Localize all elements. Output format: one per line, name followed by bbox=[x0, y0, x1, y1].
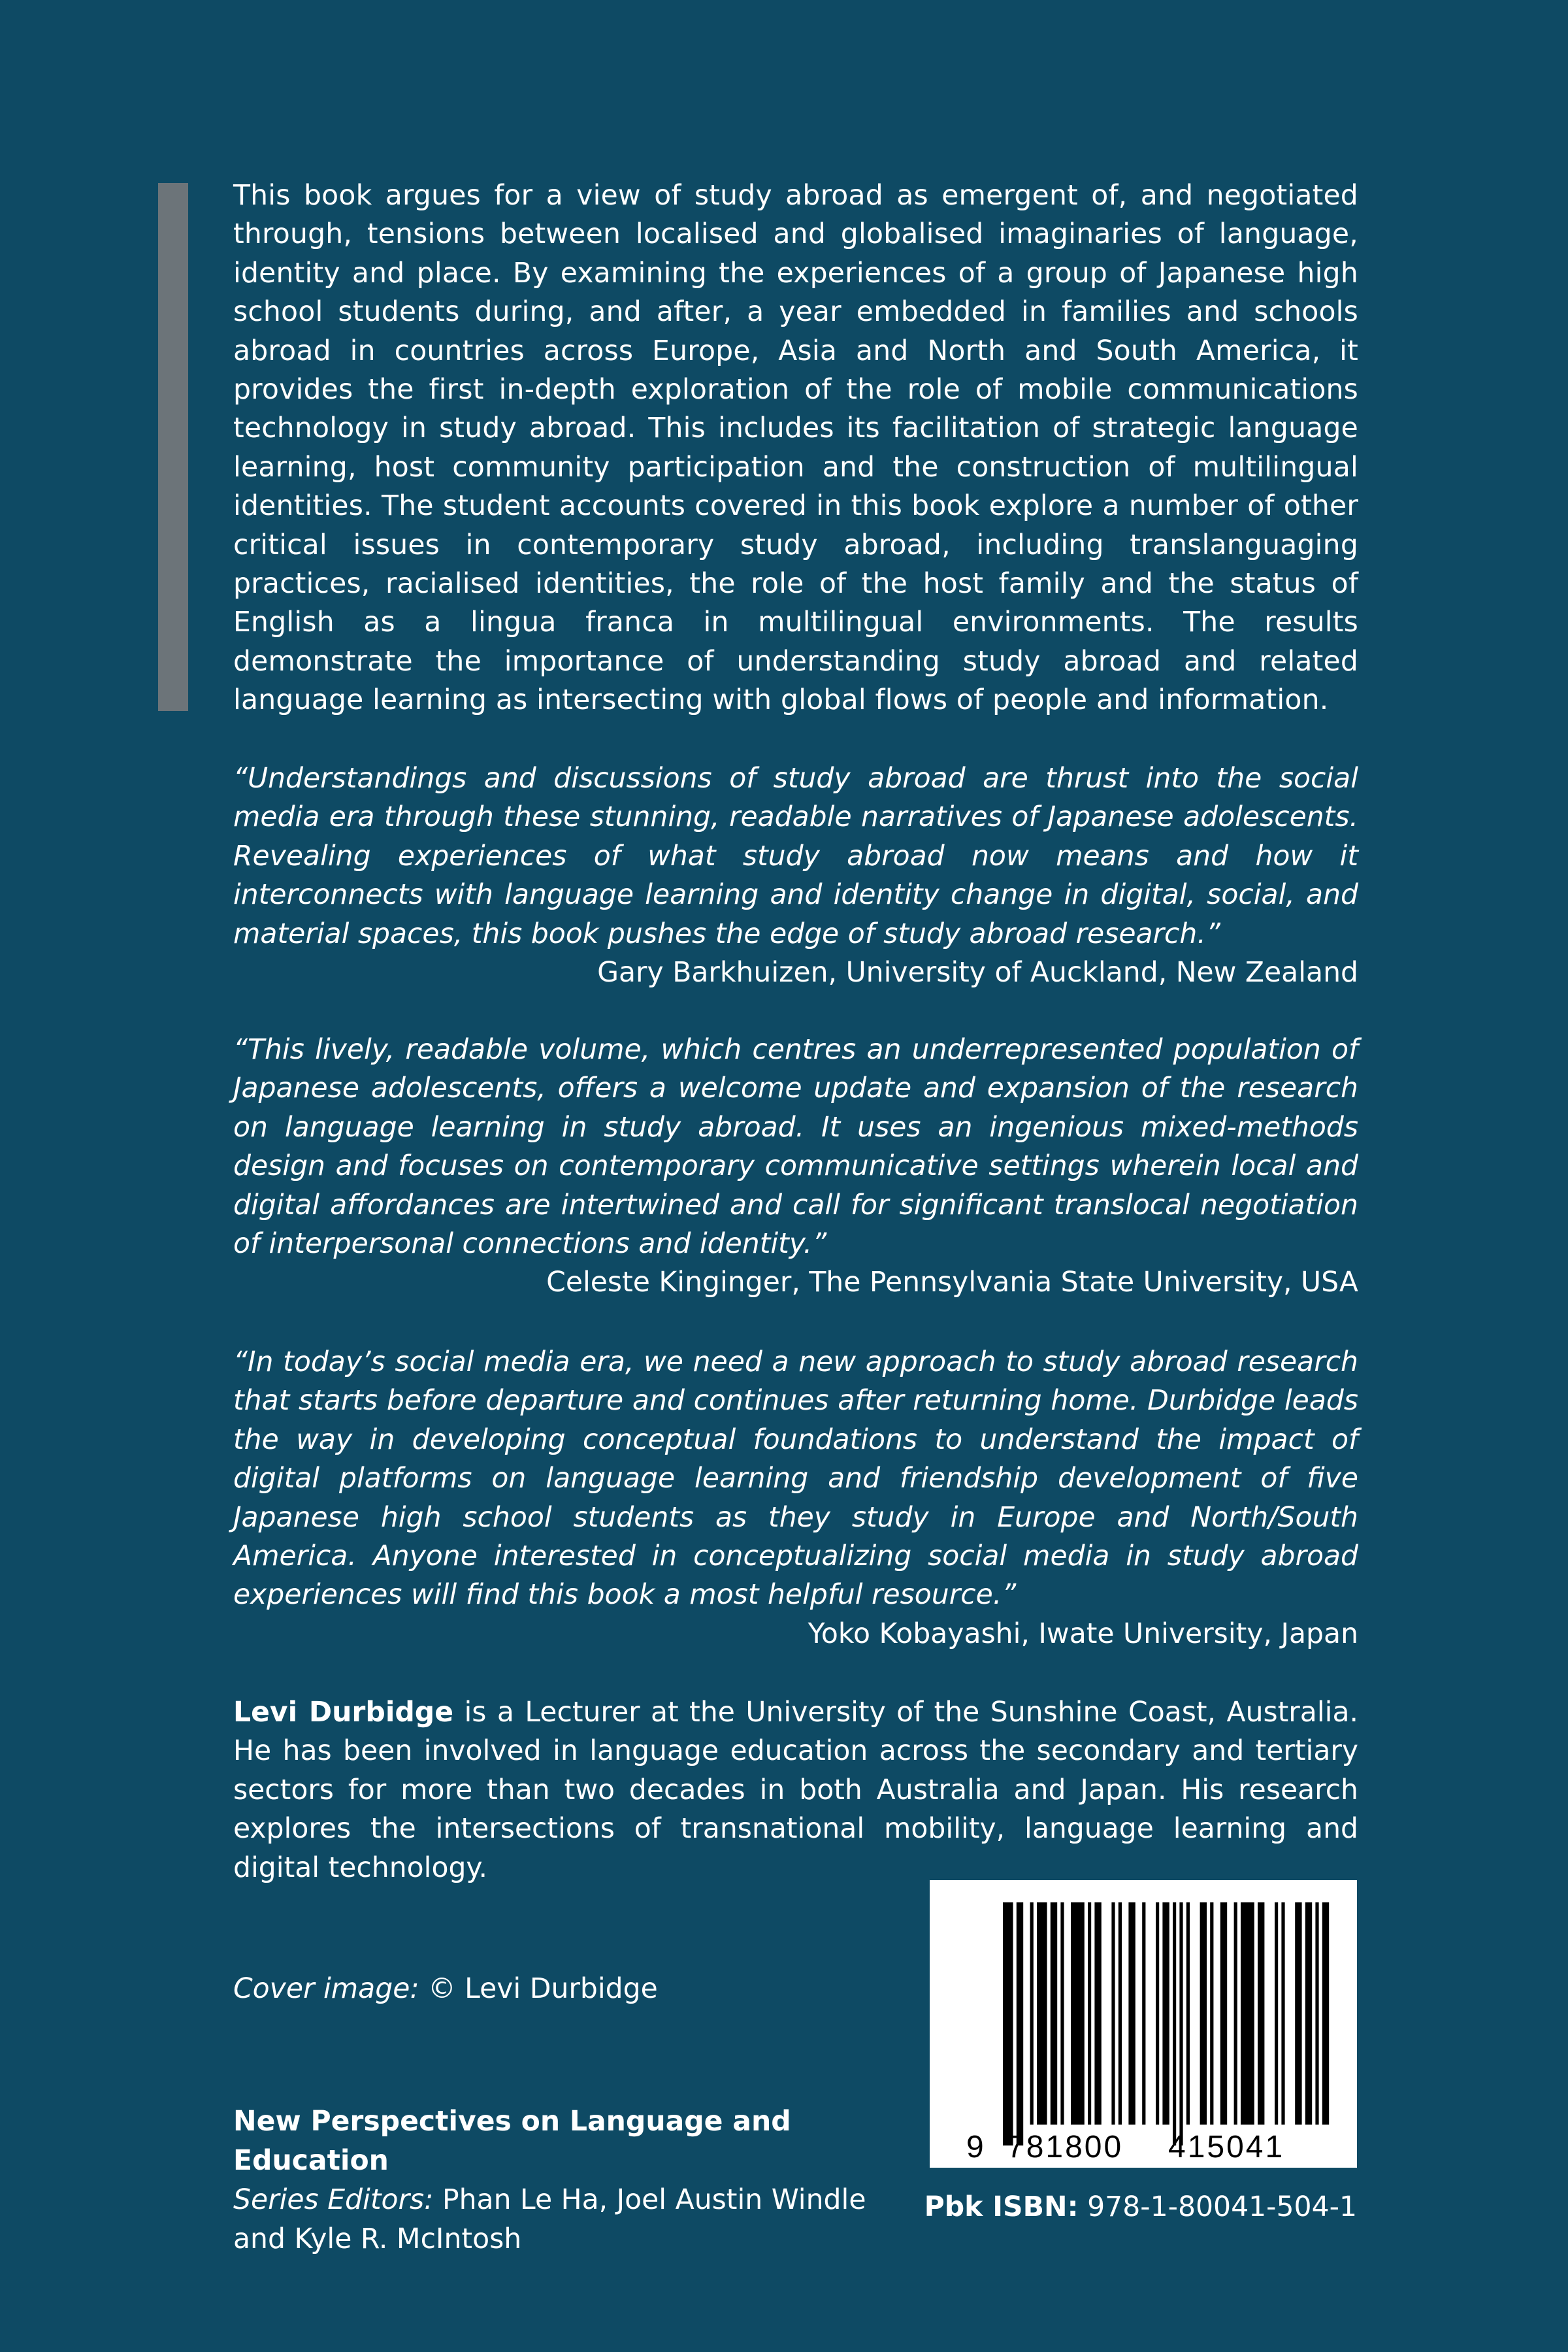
barcode-graphic bbox=[930, 1880, 1357, 2168]
barcode-bar bbox=[1322, 1902, 1329, 2125]
barcode-bar bbox=[1275, 1902, 1278, 2125]
barcode-bar bbox=[1241, 1902, 1254, 2125]
series-info bbox=[233, 2102, 887, 2259]
cover-credit-text: © Levi Durbidge bbox=[419, 1973, 658, 2005]
barcode-bars bbox=[1003, 1902, 1329, 2145]
author-bio bbox=[233, 1693, 1358, 1887]
barcode-bar bbox=[1179, 1902, 1183, 2145]
barcode-digits-right: 415041 bbox=[1168, 2130, 1285, 2164]
endorsement-quote: “Understandings and discussions of study abroad are thrust into the social media era through these stunning, readable narratives of Japanese adolescents. Revealing experiences of what study abroad now means and how it interconnects with language learning and identity change in digital, social, and material spaces, this book pushes the edge of study abroad research.” bbox=[233, 763, 1358, 950]
endorsement bbox=[233, 1031, 1358, 1302]
barcode-bar bbox=[1051, 1902, 1057, 2125]
endorsement-quote: “In today’s social media era, we need a new approach to study abroad research that starts before departure and continues after returning home. Durbidge leads the way in developing conceptual foundations to understand the impact of digital platforms on language learning and friendship development of five Japanese high school students as they study in Europe and North/South America. Anyone interested in conceptualizing social media in study abroad experiences will find this book a most helpful resource.” bbox=[233, 1346, 1358, 1612]
barcode-bar bbox=[1200, 1902, 1207, 2125]
cover-credit bbox=[233, 1970, 658, 2008]
barcode-bar bbox=[1173, 1902, 1176, 2145]
endorsement bbox=[233, 1343, 1358, 1653]
endorsement-quote: “This lively, readable volume, which centres an underrepresented population of Japanese adolescents, offers a welcome update and expansion of the research on language learning in study abroad. It uses an ingenious mixed-methods design and focuses on contemporary communicative settings wherein local and digital affordances are intertwined and call for significant translocal negotiation of interpersonal connections and identity.” bbox=[233, 1034, 1358, 1261]
barcode-bar bbox=[1030, 1902, 1034, 2125]
barcode-bar bbox=[1142, 1902, 1145, 2125]
barcode-bar bbox=[1003, 1902, 1013, 2145]
barcode-bar bbox=[1281, 1902, 1284, 2125]
endorsement-attribution: Celeste Kinginger, The Pennsylvania State University, USA bbox=[546, 1267, 1358, 1299]
barcode-bar bbox=[1128, 1902, 1135, 2125]
barcode-bar bbox=[1220, 1902, 1227, 2125]
cover-credit-label: Cover image: bbox=[233, 1973, 419, 2005]
series-editors: Phan Le Ha, Joel Austin Windle and Kyle R. McIntosh bbox=[233, 2184, 866, 2255]
series-title: New Perspectives on Language and Education bbox=[233, 2106, 791, 2177]
barcode-bar bbox=[1017, 1902, 1023, 2145]
barcode-bar bbox=[1305, 1902, 1312, 2125]
series-editors-label: Series Editors: bbox=[233, 2184, 434, 2216]
barcode-bar bbox=[1258, 1902, 1264, 2125]
barcode-bar bbox=[1060, 1902, 1064, 2125]
barcode-bar bbox=[1210, 1902, 1213, 2125]
barcode-bar bbox=[1162, 1902, 1169, 2125]
barcode-bar bbox=[1315, 1902, 1318, 2125]
author-bio-text: is a Lecturer at the University of the Sunshine Coast, Australia. He has been involved in language education across the secondary and tertiary sectors for more than two decades in both Australia and Japan. His research explores the intersections of transnational mobility, language learning and digital technology. bbox=[233, 1697, 1358, 1884]
book-blurb: This book argues for a view of study abroad as emergent of, and negotiated through, tensions between localised and globalised imaginaries of language, identity and place. By examining the experiences of a group of Japanese high school students during, and after, a year embedded in families and schools abroad in countries across Europe, Asia and North and South America, it provides the first in-depth exploration of the role of mobile communications technology in study abroad. This includes its facilitation of strategic language learning, host community participation and the construction of multilingual identities. The student accounts covered in this book explore a number of other critical issues in contemporary study abroad, including translanguaging practices, racialised identities, the role of the host family and the status of English as a lingua franca in multilingual environments. The results demonstrate the importance of understanding study abroad and related language learning as intersecting with global flows of people and information. bbox=[233, 180, 1358, 717]
barcode-bar bbox=[1234, 1902, 1237, 2125]
endorsement bbox=[233, 759, 1358, 992]
isbn-line bbox=[924, 2188, 1357, 2227]
barcode-bar bbox=[1295, 1902, 1301, 2125]
accent-bar bbox=[158, 183, 188, 711]
barcode-bar bbox=[1094, 1902, 1101, 2125]
endorsement-attribution: Yoko Kobayashi, Iwate University, Japan bbox=[808, 1617, 1358, 1650]
barcode-bar bbox=[1071, 1902, 1085, 2125]
isbn-value: 978-1-80041-504-1 bbox=[1078, 2191, 1357, 2223]
barcode-bar bbox=[1156, 1902, 1159, 2125]
barcode-digit-first: 9 bbox=[966, 2130, 984, 2164]
barcode-bar bbox=[1186, 1902, 1190, 2125]
barcode-bar bbox=[1037, 1902, 1047, 2125]
isbn-label: Pbk ISBN: bbox=[924, 2191, 1079, 2223]
author-name: Levi Durbidge bbox=[233, 1697, 454, 1729]
barcode-bar bbox=[1119, 1902, 1122, 2125]
endorsement-attribution: Gary Barkhuizen, University of Auckland, New Zealand bbox=[597, 957, 1358, 989]
barcode-bar bbox=[1111, 1902, 1115, 2125]
barcode-digits-left: 781800 bbox=[1007, 2130, 1124, 2164]
isbn-barcode bbox=[930, 1880, 1357, 2168]
barcode-bar bbox=[1088, 1902, 1091, 2125]
